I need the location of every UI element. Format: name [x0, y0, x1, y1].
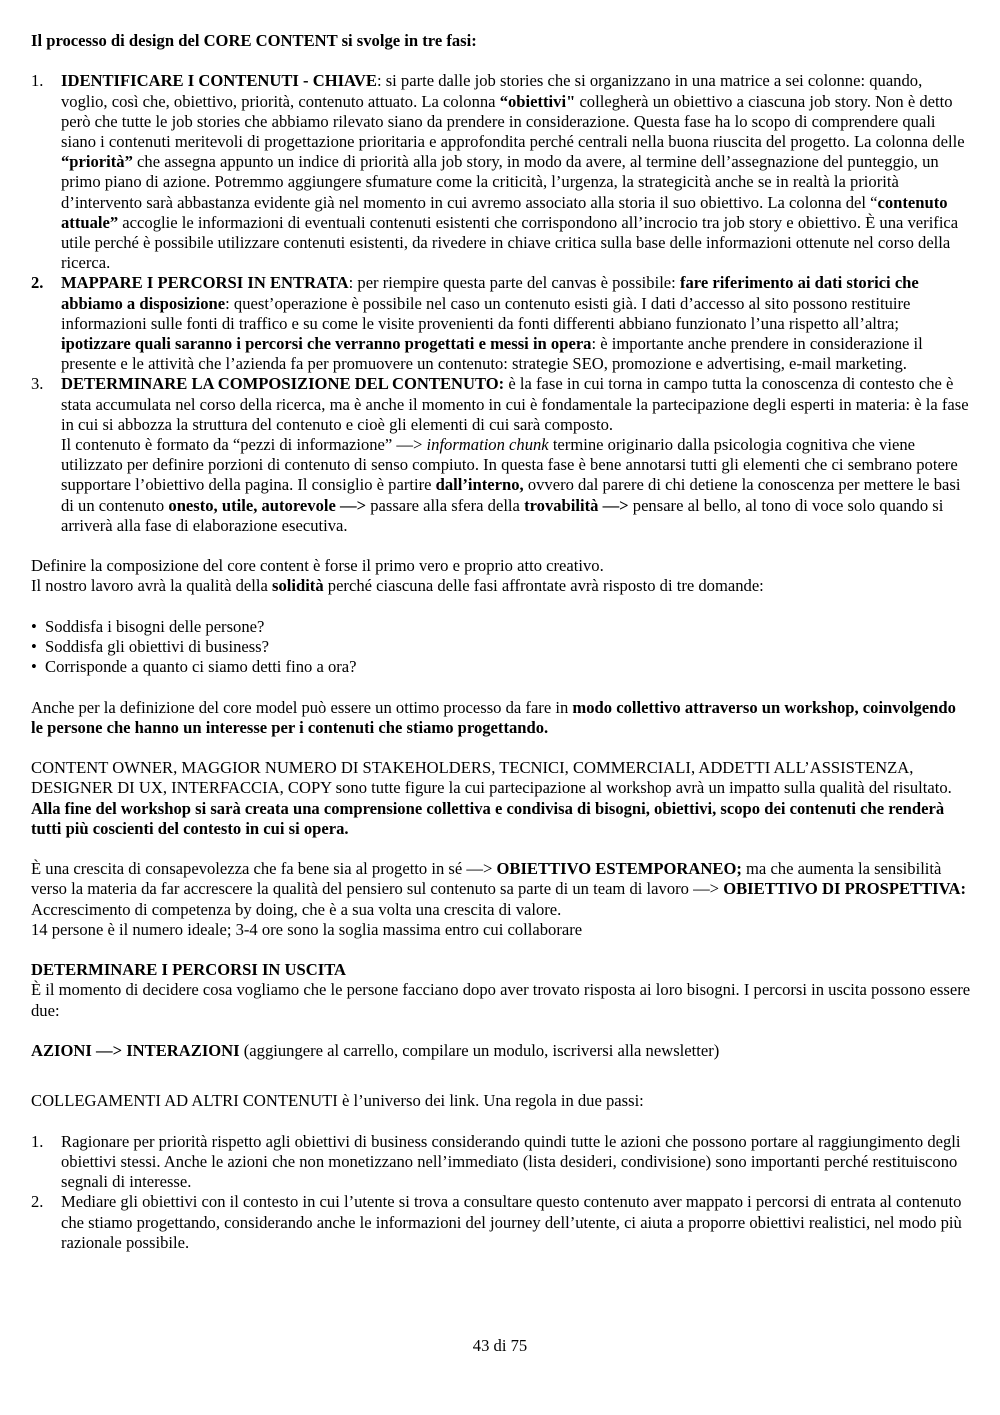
question-list: [31, 617, 972, 678]
phase-list: [31, 71, 972, 536]
paragraph: È una crescita di consapevolezza che fa bene sia al progetto in sé —> OBIETTIVO ESTEMPORANEO; ma che aumenta la sensibilità verso la materia da far accrescere la qualità del pensiero sul contenuto sa parte di un team di lavoro —> OBIETTIVO DI PROSPETTIVA: Accrescimento di competenza by doing, che è a sua volta una crescita di valore.: [31, 859, 966, 919]
paragraph: Il nostro lavoro avrà la qualità della solidità perché ciascuna delle fasi affrontate avrà risposto di tre domande:: [31, 576, 764, 596]
paragraph: CONTENT OWNER, MAGGIOR NUMERO DI STAKEHOLDERS, TECNICI, COMMERCIALI, ADDETTI ALL’ASSISTENZA, DESIGNER DI UX, INTERFACCIA, COPY sono tutte figure la cui partecipazione al workshop avrà un impatto sulla qualità del risultato. Alla fine del workshop si sarà creata una comprensione collettiva e condivisa di bisogni, obiettivi, scopo dei contenuti che renderà tutti più coscienti del contesto in cui si opera.: [31, 758, 952, 838]
list-item: • Corrisponde a quanto ci siamo detti fino a ora?: [31, 657, 357, 677]
document-page: [31, 31, 972, 1253]
list-item: • Soddisfa gli obiettivi di business?: [31, 637, 270, 657]
page-heading: Il processo di design del CORE CONTENT si svolge in tre fasi:: [31, 31, 477, 50]
phase-item: 1. IDENTIFICARE I CONTENUTI - CHIAVE: si parte dalle job stories che si organizzano in una matrice a sei colonne: quando, voglio, così che, obiettivo, priorità, contenuto attuato. La colonna “obiettivi" collegherà un obiettivo a ciascuna job story. Non è detto però che tutte le job stories che abbiamo rilevato siano da prendere in considerazione. Questa fase ha lo scopo di comprendere quali siano i contenuti meritevoli di progettazione prioritaria e approfondita perché centrali nella buona riuscita del progetto. La colonna delle “priorità” che assegna appunto un indice di priorità alla job story, in modo da avere, al termine dell’assegnazione del punteggio, un primo piano di azione. Potremmo aggiungere sfumature come la criticità, l’urgenza, la strategicità anche se in realtà la priorità d’intervento sarà abbastanza evidente già nel momento in cui avremo associato alla storia il suo obiettivo. La colonna del “contenuto attuale” accoglie le informazioni di eventuali contenuti esistenti che corrispondono all’incrocio tra job story e obiettivo. È una verifica utile perché è possibile utilizzare contenuti esistenti, da rivedere in chiave critica sulla base delle informazioni ottenute nel corso della ricerca.: [31, 71, 965, 273]
section-heading: DETERMINARE I PERCORSI IN USCITA: [31, 960, 347, 980]
list-item: • Soddisfa i bisogni delle persone?: [31, 616, 265, 636]
paragraph: Definire la composizione del core content è forse il primo vero e proprio atto creativo.: [31, 556, 604, 576]
page-number: 43 di 75: [472, 1336, 528, 1355]
list-item: 1. Ragionare per priorità rispetto agli obiettivi di business considerando quindi tutte le azioni che possono portare al raggiungimento degli obiettivi stessi. Anche le azioni che non monetizzano nell’immediato (lista desideri, condivisione) sono importanti perché restituiscono segnali di interesse.: [31, 1131, 961, 1192]
list-item: 2. Mediare gli obiettivi con il contesto in cui l’utente si trova a consultare questo contenuto aver mappato i percorsi di entrata al contenuto che stiamo progettando, considerando anche le informazioni del journey dell’utente, ci aiuta a proporre obiettivi realistici, nel modo più razionale possibile.: [31, 1192, 962, 1252]
paragraph: È il momento di decidere cosa vogliamo che le persone facciano dopo aver trovato risposta ai loro bisogni. I percorsi in uscita possono essere due:: [31, 980, 971, 1020]
paragraph: 14 persone è il numero ideale; 3-4 ore sono la soglia massima entro cui collaborare: [31, 919, 583, 939]
phase-item: 3. DETERMINARE LA COMPOSIZIONE DEL CONTENUTO: è la fase in cui torna in campo tutta la conoscenza di contesto che è stata accumulata nel corso della ricerca, ma è anche il momento in cui è fondamentale la partecipazione degli esperti in materia: è la fase in cui si abbozza la struttura del contenuto e cioè gli elementi di cui sarà composto. Il contenuto è formato da “pezzi di informazione” —> information chunk termine originario dalla psicologia cognitiva che viene utilizzato per definire porzioni di contenuto di senso compiuto. In questa fase è bene annotarsi tutti gli elementi che ci sembrano potere supportare l’obiettivo della pagina. Il consiglio è partire dall’interno, ovvero dal parere di chi detiene la conoscenza per mettere le basi di un contenuto onesto, utile, autorevole —> passare alla sfera della trovabilità —> pensare al bello, al tono di voce solo quando si arriverà alla fase di elaborazione esecutiva.: [31, 374, 969, 535]
step-list: [31, 1132, 972, 1253]
phase-item: 2. MAPPARE I PERCORSI IN ENTRATA: per riempire questa parte del canvas è possibile: fare riferimento ai dati storici che abbiamo a disposizione: quest’operazione è possibile nel caso un contenuto esisti già. I dati d’accesso al sito possono restituire informazioni sulle fonti di traffico e su come le visite provenienti da fonti differenti abbiano funzionato l’una rispetto all’altra; ipotizzare quali saranno i percorsi che verranno progettati e messi in opera: è importante anche prendere in considerazione il presente e le attività che l’azienda fa per promuovere un contenuto: strategie SEO, promozione e advertising, e-mail marketing.: [31, 273, 923, 374]
paragraph: COLLEGAMENTI AD ALTRI CONTENUTI è l’universo dei link. Una regola in due passi:: [31, 1091, 644, 1111]
paragraph: AZIONI —> INTERAZIONI (aggiungere al carrello, compilare un modulo, iscriversi alla newsletter): [31, 1041, 720, 1061]
paragraph: Anche per la definizione del core model può essere un ottimo processo da fare in modo collettivo attraverso un workshop, coinvolgendo le persone che hanno un interesse per i contenuti che stiamo progettando.: [31, 697, 956, 737]
